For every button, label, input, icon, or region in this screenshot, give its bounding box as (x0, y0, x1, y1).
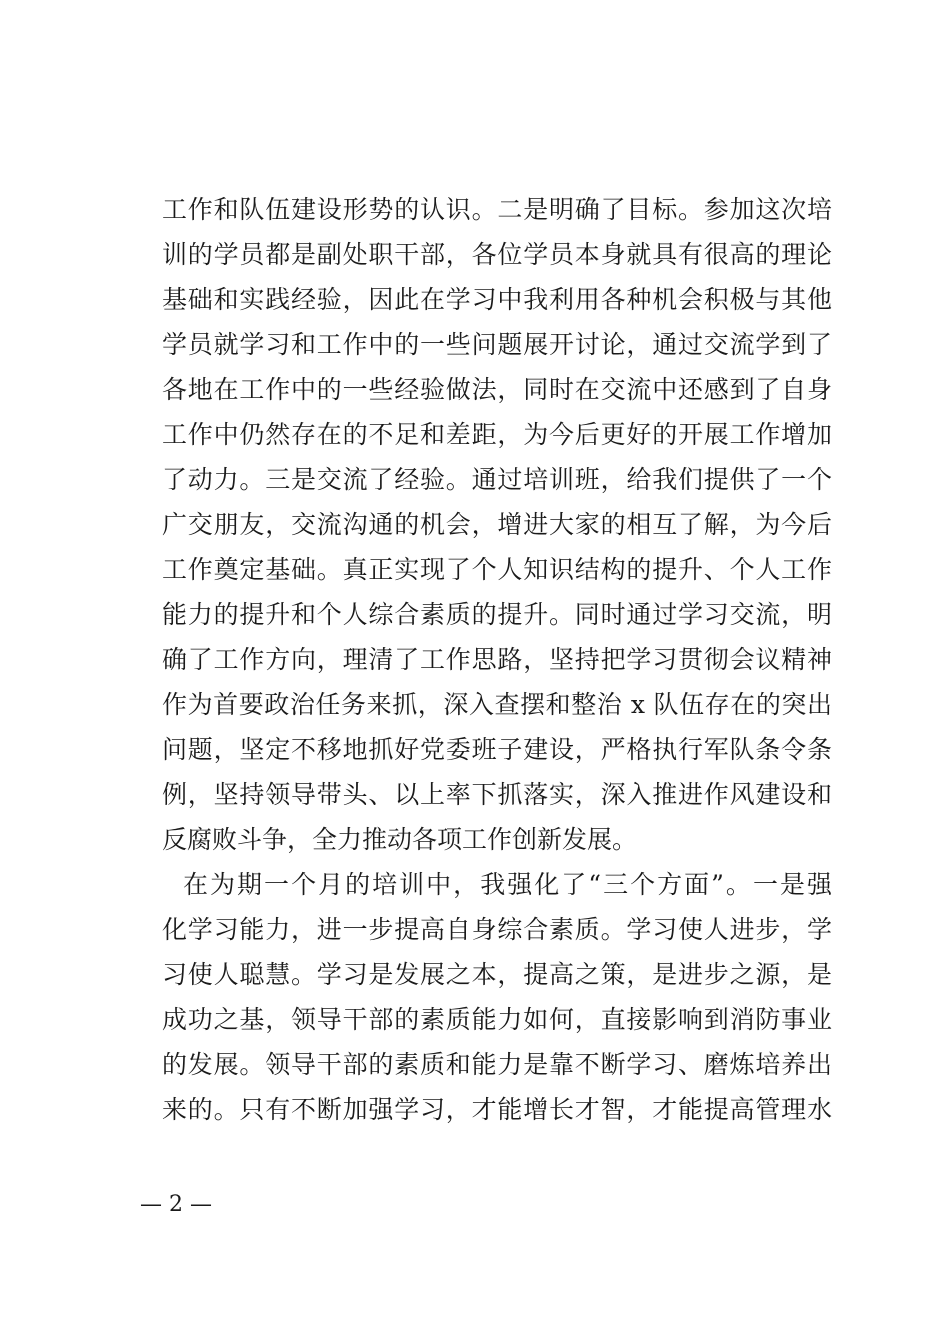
text-line: 工作奠定基础。真正实现了个人知识结构的提升、个人工作 (162, 555, 832, 584)
text-line: 广交朋友，交流沟通的机会，增进大家的相互了解，为今后 (162, 510, 832, 539)
text-line: 化学习能力，进一步提高自身综合素质。学习使人进步，学 (162, 915, 832, 944)
text-line: 的发展。领导干部的素质和能力是靠不断学习、磨炼培养出 (162, 1050, 832, 1079)
text-line: 例，坚持领导带头、以上率下抓落实，深入推进作风建设和 (162, 780, 832, 809)
text-line: 来的。只有不断加强学习，才能增长才智，才能提高管理水 (162, 1095, 832, 1124)
text-line: 反腐败斗争，全力推动各项工作创新发展。 (162, 825, 638, 854)
text-line: 问题，坚定不移地抓好党委班子建设，严格执行军队条令条 (162, 735, 832, 764)
text-line: 能力的提升和个人综合素质的提升。同时通过学习交流，明 (162, 600, 832, 629)
text-line: 工作和队伍建设形势的认识。二是明确了目标。参加这次培 (162, 195, 832, 224)
text-line: 学员就学习和工作中的一些问题展开讨论，通过交流学到了 (162, 330, 832, 359)
text-line: 习使人聪慧。学习是发展之本，提高之策，是进步之源，是 (162, 960, 832, 989)
text-line: 了动力。三是交流了经验。通过培训班，给我们提供了一个 (162, 465, 832, 494)
text-line: 作为首要政治任务来抓，深入查摆和整治 x 队伍存在的突出 (162, 690, 832, 719)
text-line: 确了工作方向，理清了工作思路，坚持把学习贯彻会议精神 (162, 645, 832, 674)
text-line: 工作中仍然存在的不足和差距，为今后更好的开展工作增加 (162, 420, 832, 449)
text-line: 基础和实践经验，因此在学习中我利用各种机会积极与其他 (162, 285, 832, 314)
text-line: 各地在工作中的一些经验做法，同时在交流中还感到了自身 (162, 375, 832, 404)
text-line: 训的学员都是副处职干部，各位学员本身就具有很高的理论 (162, 240, 832, 269)
paragraph-first-line: 在为期一个月的培训中，我强化了“三个方面”。一是强 (183, 870, 832, 899)
text-line: 成功之基，领导干部的素质能力如何，直接影响到消防事业 (162, 1005, 832, 1034)
page-number: — 2 — (140, 1192, 212, 1217)
